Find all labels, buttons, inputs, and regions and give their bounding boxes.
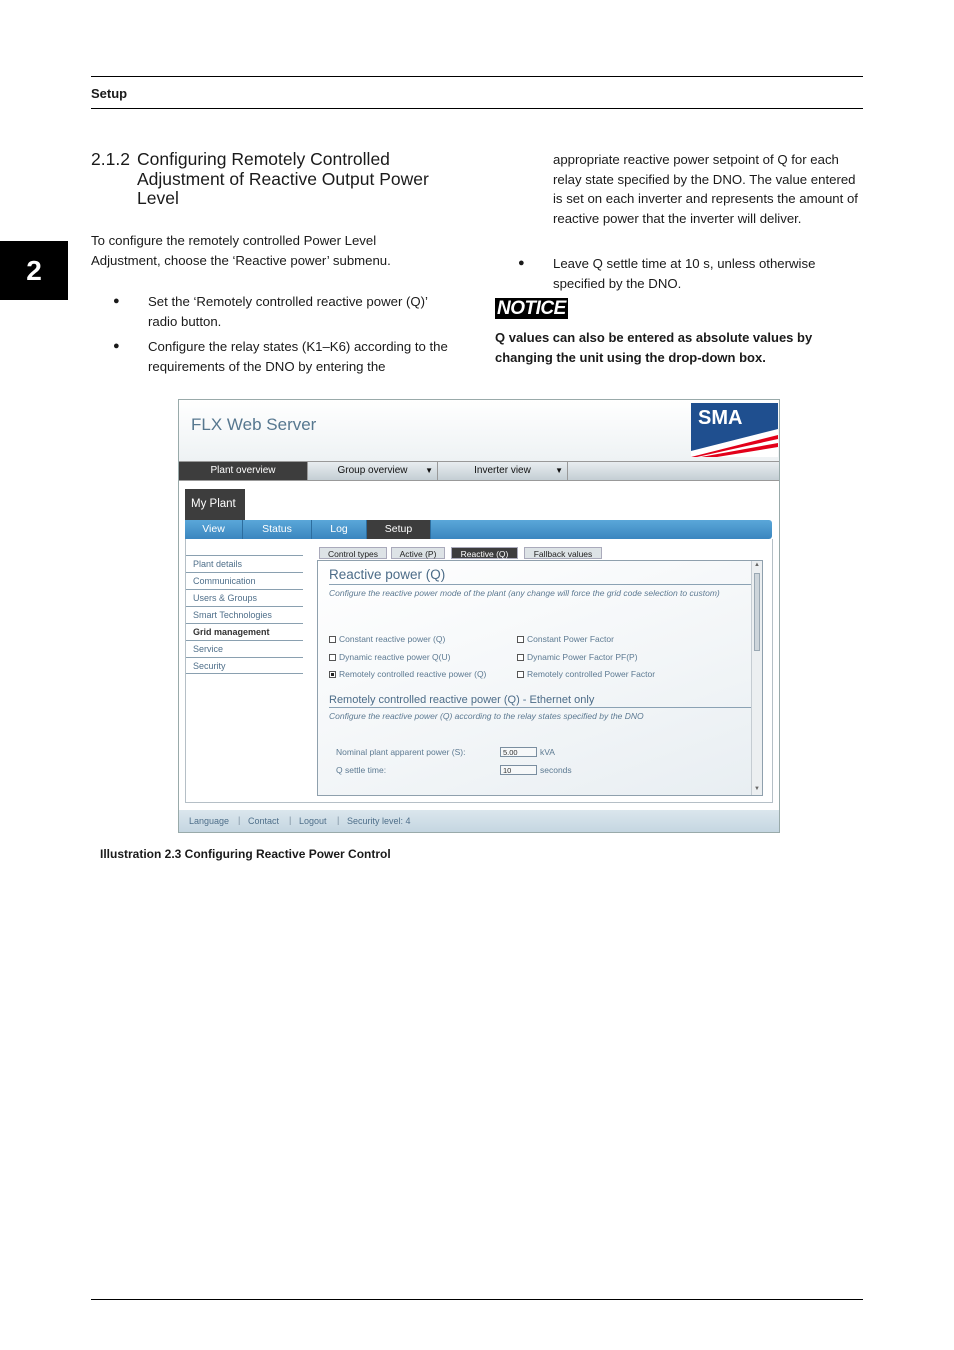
- logo-text: SMA: [698, 407, 743, 429]
- q-settle-time-unit: seconds: [540, 765, 572, 775]
- checkbox-checked[interactable]: [329, 671, 336, 678]
- bullet-item: ● Set the ‘Remotely controlled reactive power (Q)’ radio button.: [113, 294, 428, 329]
- bullet-icon: ●: [113, 340, 120, 352]
- checkbox[interactable]: [329, 654, 336, 661]
- footer-contact-link[interactable]: Contact: [248, 816, 280, 826]
- tab-view[interactable]: View: [185, 520, 243, 539]
- option-remotely-controlled-power-factor[interactable]: Remotely controlled Power Factor: [517, 669, 655, 679]
- panel-scrollbar[interactable]: [751, 561, 762, 795]
- subtab-control-types[interactable]: Control types: [319, 547, 387, 559]
- checkbox[interactable]: [517, 654, 524, 661]
- top-navigation: [179, 461, 779, 481]
- header-rule-top: [91, 76, 863, 77]
- section-title: Configuring Remotely Controlled Adjustment of Reactive Output Power Level: [137, 149, 429, 208]
- web-server-screenshot: [178, 399, 780, 833]
- chevron-down-icon: ▼: [555, 466, 563, 475]
- notice-label: NOTICE: [497, 298, 566, 319]
- footer-rule: [91, 1299, 863, 1300]
- running-head: Setup: [91, 86, 128, 101]
- chevron-down-icon: ▼: [425, 466, 433, 475]
- side-item-service[interactable]: Service: [186, 640, 303, 657]
- scroll-thumb[interactable]: [754, 573, 760, 651]
- setup-side-menu: [186, 555, 303, 674]
- sma-logo: [691, 403, 778, 457]
- option-constant-power-factor[interactable]: Constant Power Factor: [517, 634, 614, 644]
- panel-description: Configure the reactive power mode of the plant (any change will force the grid code selection to custom): [329, 588, 720, 598]
- footer-separator: |: [337, 815, 340, 825]
- nominal-power-unit: kVA: [540, 747, 555, 757]
- side-item-communication[interactable]: Communication: [186, 572, 303, 589]
- bullet-icon: ●: [113, 295, 120, 307]
- figure-caption: Illustration 2.3 Configuring Reactive Power Control: [100, 847, 391, 861]
- sub-navigation: [185, 520, 772, 539]
- bullet-item: ● Configure the relay states (K1–K6) according to the requirements of the DNO by entering the: [113, 339, 448, 374]
- subtab-reactive-q[interactable]: Reactive (Q): [451, 547, 518, 559]
- subtab-active-p[interactable]: Active (P): [391, 547, 445, 559]
- tab-log[interactable]: Log: [312, 520, 367, 539]
- footer-separator: |: [238, 815, 241, 825]
- checkbox[interactable]: [517, 671, 524, 678]
- footer-separator: |: [289, 815, 292, 825]
- option-constant-reactive-power[interactable]: Constant reactive power (Q): [329, 634, 445, 644]
- my-plant-tab[interactable]: My Plant: [185, 489, 245, 521]
- option-dynamic-power-factor[interactable]: Dynamic Power Factor PF(P): [517, 652, 638, 662]
- section-title-remote-q: Remotely controlled reactive power (Q) - Ethernet only: [329, 694, 595, 706]
- chapter-tab: 2: [0, 241, 68, 300]
- footer-security-level: Security level: 4: [347, 816, 411, 826]
- nav-inverter-view[interactable]: Inverter view ▼: [438, 462, 568, 480]
- checkbox[interactable]: [517, 636, 524, 643]
- option-dynamic-reactive-power[interactable]: Dynamic reactive power Q(U): [329, 652, 450, 662]
- section-number: 2.1.2: [91, 149, 130, 169]
- tab-status[interactable]: Status: [243, 520, 312, 539]
- bullet-item: ● Leave Q settle time at 10 s, unless otherwise specified by the DNO.: [518, 256, 816, 291]
- reactive-power-panel: [317, 560, 763, 796]
- intro-paragraph: To configure the remotely controlled Power Level Adjustment, choose the ‘Reactive power’ submenu.: [91, 233, 391, 268]
- header-rule-bottom: [91, 108, 863, 109]
- subtab-fallback-values[interactable]: Fallback values: [524, 547, 602, 559]
- checkbox[interactable]: [329, 636, 336, 643]
- option-remotely-controlled-reactive-power[interactable]: Remotely controlled reactive power (Q): [329, 669, 486, 679]
- q-settle-time-label: Q settle time:: [336, 765, 387, 775]
- section-rule: [329, 707, 752, 708]
- side-item-security[interactable]: Security: [186, 657, 303, 674]
- side-item-users-groups[interactable]: Users & Groups: [186, 589, 303, 606]
- panel-title-rule: [329, 584, 752, 585]
- app-footer: [179, 810, 779, 832]
- side-item-smart-technologies[interactable]: Smart Technologies: [186, 606, 303, 623]
- side-item-plant-details[interactable]: Plant details: [186, 555, 303, 572]
- section-heading: [91, 150, 471, 209]
- app-title: FLX Web Server: [191, 415, 317, 434]
- continuation-paragraph: appropriate reactive power setpoint of Q for each relay state specified by the DNO. The value entered is set on each inverter and represents the amount of reactive power that the inverter will deliver.: [553, 152, 858, 226]
- nav-plant-overview[interactable]: Plant overview: [179, 462, 308, 480]
- section-description: Configure the reactive power (Q) according to the relay states specified by the DNO: [329, 711, 644, 721]
- bullet-icon: ●: [518, 257, 525, 269]
- footer-logout-link[interactable]: Logout: [299, 816, 327, 826]
- footer-language-link[interactable]: Language: [189, 816, 230, 826]
- nominal-power-input[interactable]: [500, 747, 537, 757]
- side-item-grid-management[interactable]: Grid management: [186, 623, 303, 640]
- scroll-up-icon[interactable]: ▲: [754, 562, 760, 568]
- app-header: [179, 400, 779, 461]
- panel-title: Reactive power (Q): [329, 567, 446, 582]
- notice-text: Q values can also be entered as absolute values by changing the unit using the drop-down box.: [495, 330, 813, 365]
- scroll-down-icon[interactable]: ▼: [754, 786, 760, 792]
- q-settle-time-input[interactable]: [500, 765, 537, 775]
- nav-group-overview[interactable]: Group overview ▼: [308, 462, 438, 480]
- nominal-power-label: Nominal plant apparent power (S):: [336, 747, 466, 757]
- tab-setup[interactable]: Setup: [367, 520, 431, 539]
